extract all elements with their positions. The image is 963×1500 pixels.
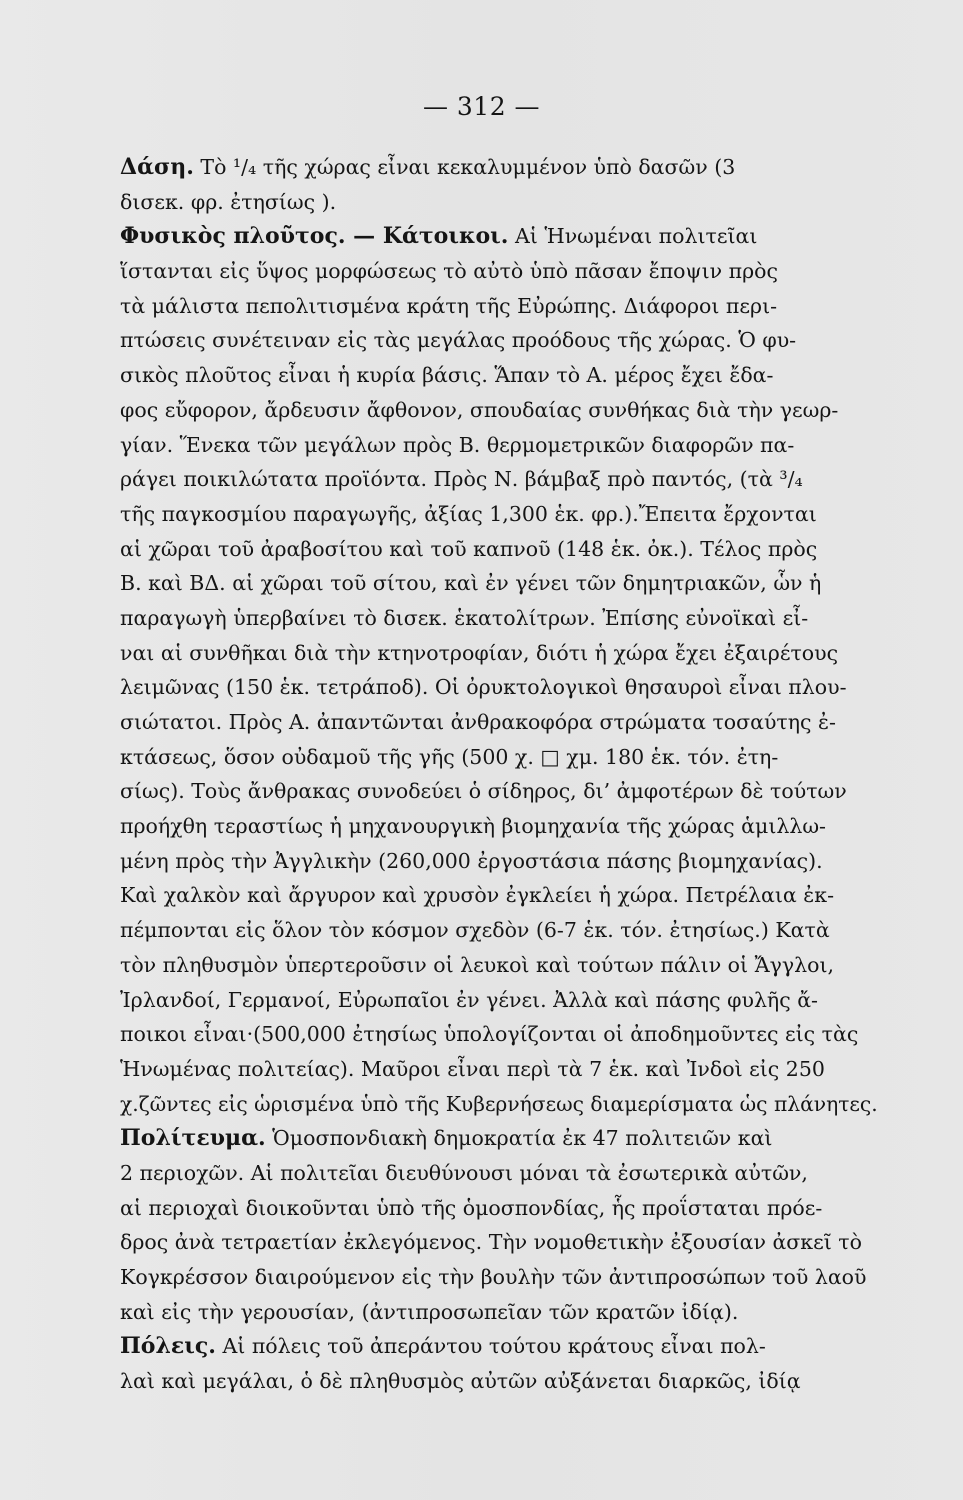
line-text: λειμῶνας (150 ἑκ. τετράποδ). Οἱ ὀρυκτολογικοὶ θησαυροὶ εἶναι πλου-: [120, 675, 847, 700]
text-line: [120, 1121, 880, 1156]
text-line: [120, 1191, 880, 1226]
line-text: πέμπονται εἰς ὅλον τὸν κόσμον σχεδὸν (6-7 ἑκ. τόν. ἐτησίως.) Κατὰ: [120, 918, 830, 943]
body-text: [120, 150, 880, 1399]
line-text: τὰ μάλιστα πεπολιτισμένα κράτη τῆς Εὐρώπης. Διάφοροι περι-: [120, 293, 778, 318]
text-line: [120, 878, 880, 913]
page-number: — 312 —: [422, 92, 541, 121]
line-text: Κογκρέσσον διαιρούμενον εἰς τὴν βουλὴν τῶν ἀντιπροσώπων τοῦ λαοῦ: [120, 1265, 867, 1289]
text-line: [120, 1295, 880, 1330]
text-line: [120, 532, 880, 567]
text-line: [120, 289, 880, 324]
text-line: [120, 809, 880, 844]
line-text: γίαν. Ἕνεκα τῶν μεγάλων πρὸς Β. θερμομετρικῶν διαφορῶν πα-: [120, 432, 795, 457]
line-text: ποικοι εἶναι·(500,000 ἐτησίως ὑπολογίζονται οἱ ἀποδημοῦντες εἰς τὰς: [120, 1022, 859, 1047]
line-text: ράγει ποικιλώτατα προϊόντα. Πρὸς Ν. βάμβαξ πρὸ παντός, (τὰ ³/₄: [120, 467, 803, 492]
line-text: Ἡνωμένας πολιτείας). Μαῦροι εἶναι περὶ τὰ 7 ἑκ. καὶ Ἰνδοὶ εἰς 250: [120, 1056, 825, 1081]
line-text: τῆς παγκοσμίου παραγωγῆς, ἀξίας 1,300 ἑκ. φρ.).Ἔπειτα ἔρχονται: [120, 501, 817, 526]
text-line: [120, 1260, 880, 1295]
text-line: [120, 393, 880, 428]
line-text: μένη πρὸς τὴν Ἀγγλικὴν (260,000 ἐργοστάσια πάσης βιομηχανίας).: [120, 848, 823, 873]
text-line: [120, 913, 880, 948]
text-line: [120, 1087, 880, 1122]
line-text: σικὸς πλοῦτος εἶναι ἡ κυρία βάσις. Ἅπαν τὸ Α. μέρος ἔχει ἔδα-: [120, 363, 774, 388]
line-text: παραγωγὴ ὑπερβαίνει τὸ δισεκ. ἑκατολίτρων. Ἐπίσης εὐνοϊκαὶ εἶ-: [120, 605, 809, 630]
line-text: αἱ χῶραι τοῦ ἀραβοσίτου καὶ τοῦ καπνοῦ (148 ἑκ. ὀκ.). Τέλος πρὸς: [120, 536, 818, 561]
text-line: [120, 428, 880, 463]
text-line: [120, 670, 880, 705]
line-text: χ.ζῶντες εἰς ὡρισμένα ὑπὸ τῆς Κυβερνήσεως διαμερίσματα ὡς πλάνητες.: [120, 1091, 878, 1116]
text-line: [120, 983, 880, 1018]
text-line: [120, 1329, 880, 1364]
text-line: [120, 219, 880, 254]
text-line: [120, 948, 880, 983]
text-line: [120, 185, 880, 220]
line-text: Β. καὶ ΒΔ. αἱ χῶραι τοῦ σίτου, καὶ ἐν γένει τῶν δημητριακῶν, ὧν ἡ: [120, 571, 822, 596]
line-text: δισεκ. φρ. ἐτησίως ).: [120, 189, 337, 214]
text-line: [120, 1225, 880, 1260]
section-heading: Πολίτευμα.: [120, 1125, 266, 1152]
text-line: [120, 150, 880, 185]
text-line: [120, 601, 880, 636]
section-heading: Φυσικὸς πλοῦτος. — Κάτοικοι.: [120, 223, 509, 250]
text-line: [120, 497, 880, 532]
text-line: [120, 566, 880, 601]
text-line: [120, 844, 880, 879]
text-line: [120, 358, 880, 393]
line-text: ναι αἱ συνθῆκαι διὰ τὴν κτηνοτροφίαν, διότι ἡ χώρα ἔχει ἐξαιρέτους: [120, 640, 839, 665]
line-text: προήχθη τεραστίως ἡ μηχανουργικὴ βιομηχανία τῆς χώρας ἁμιλλω-: [120, 814, 826, 839]
section-heading: Δάση.: [120, 154, 194, 180]
text-line: [120, 1017, 880, 1052]
line-text: λαὶ καὶ μεγάλαι, ὁ δὲ πληθυσμὸς αὐτῶν αὐξάνεται διαρκῶς, ἰδίᾳ: [120, 1369, 801, 1394]
line-text: δρος ἀνὰ τετραετίαν ἐκλεγόμενος. Τὴν νομοθετικὴν ἐξουσίαν ἀσκεῖ τὸ: [120, 1230, 862, 1255]
text-line: [120, 774, 880, 809]
line-text: Καὶ χαλκὸν καὶ ἄργυρον καὶ χρυσὸν ἐγκλείει ἡ χώρα. Πετρέλαια ἐκ-: [120, 883, 834, 908]
text-line: [120, 1052, 880, 1087]
line-text: αἱ περιοχαὶ διοικοῦνται ὑπὸ τῆς ὁμοσπονδίας, ἧς προΐσταται πρόε-: [120, 1195, 823, 1220]
text-line: [120, 323, 880, 358]
line-text: Ἰρλανδοί, Γερμανοί, Εὐρωπαῖοι ἐν γένει. Ἀλλὰ καὶ πάσης φυλῆς ἄ-: [120, 987, 818, 1012]
text-line: [120, 462, 880, 497]
line-text: πτώσεις συνέτειναν εἰς τὰς μεγάλας προόδους τῆς χώρας. Ὁ φυ-: [120, 328, 797, 353]
text-line: [120, 740, 880, 775]
text-line: [120, 636, 880, 671]
line-text: 2 περιοχῶν. Αἱ πολιτεῖαι διευθύνουσι μόναι τὰ ἐσωτερικὰ αὐτῶν,: [120, 1160, 808, 1185]
text-line: [120, 1156, 880, 1191]
line-text: τὸν πληθυσμὸν ὑπερτεροῦσιν οἱ λευκοὶ καὶ τούτων πάλιν οἱ Ἄγγλοι,: [120, 952, 835, 977]
line-text: σιώτατοι. Πρὸς Α. ἀπαντῶνται ἀνθρακοφόρα στρώματα τοσαύτης ἐ-: [120, 710, 836, 734]
line-text: φος εὔφορον, ἄρδευσιν ἄφθονον, σπουδαίας συνθήκας διὰ τὴν γεωρ-: [120, 397, 839, 422]
line-text: Αἱ Ἡνωμέναι πολιτεῖαι: [508, 224, 758, 249]
line-text: ἵστανται εἰς ὕψος μορφώσεως τὸ αὐτὸ ὑπὸ πᾶσαν ἔποψιν πρὸς: [120, 259, 778, 284]
line-text: Αἱ πόλεις τοῦ ἀπεράντου τούτου κράτους εἶναι πολ-: [215, 1334, 766, 1359]
line-text: κτάσεως, ὅσον οὐδαμοῦ τῆς γῆς (500 χ. □ χμ. 180 ἑκ. τόν. ἐτη-: [120, 744, 779, 769]
section-heading: Πόλεις.: [120, 1333, 216, 1360]
line-text: καὶ εἰς τὴν γερουσίαν, (ἀντιπροσωπεῖαν τῶν κρατῶν ἰδίᾳ).: [120, 1299, 739, 1324]
text-line: [120, 705, 880, 740]
line-text: Τὸ ¹/₄ τῆς χώρας εἶναι κεκαλυμμένον ὑπὸ δασῶν (3: [193, 155, 736, 179]
line-text: σίως). Τοὺς ἄνθρακας συνοδεύει ὁ σίδηρος, δι’ ἀμφοτέρων δὲ τούτων: [120, 779, 847, 804]
text-line: [120, 1364, 880, 1399]
line-text: Ὁμοσπονδιακὴ δημοκρατία ἐκ 47 πολιτειῶν καὶ: [265, 1126, 773, 1151]
text-line: [120, 254, 880, 289]
